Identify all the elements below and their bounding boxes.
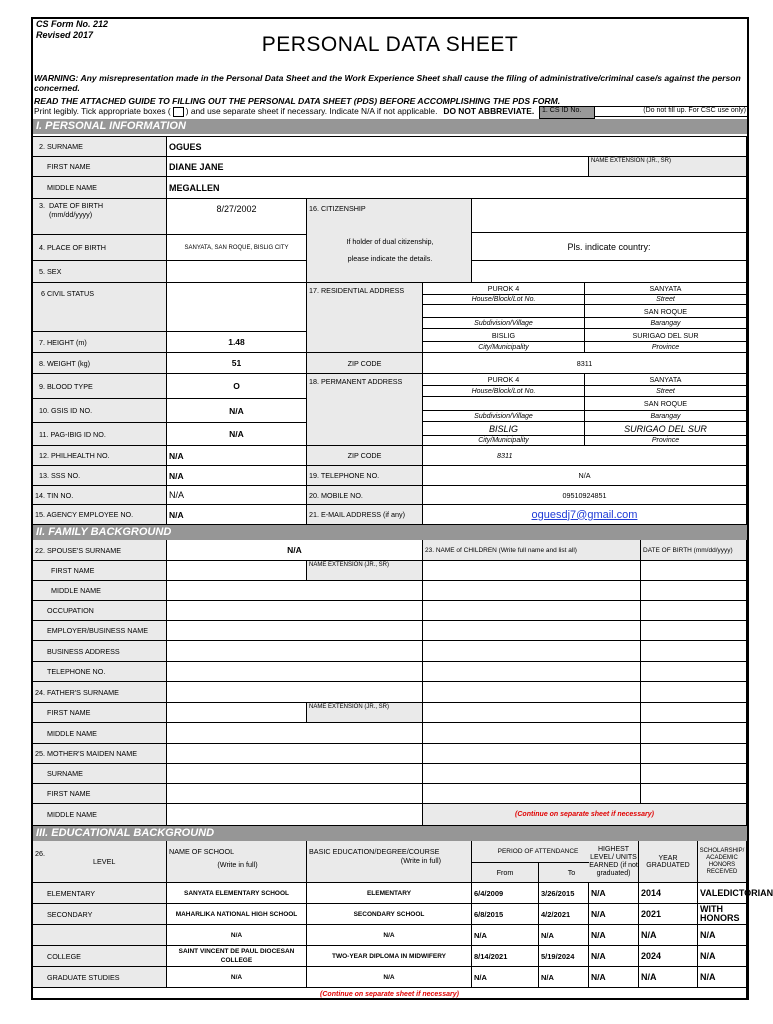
child-name-field[interactable]	[423, 723, 641, 744]
family-row-field[interactable]	[167, 561, 307, 581]
child-dob-field[interactable]	[641, 784, 747, 804]
family-row-field[interactable]	[167, 581, 423, 601]
res-city-field[interactable]: BISLIG	[423, 329, 585, 342]
child-dob-field[interactable]	[641, 703, 747, 723]
edu-to-cell[interactable]: 4/2/2021	[539, 904, 589, 925]
family-row-field[interactable]	[167, 621, 423, 641]
edu-course-header	[307, 841, 472, 883]
tick-box-sample	[173, 107, 184, 117]
tin-label: 14. TIN NO.	[33, 486, 167, 505]
subdivision-caption: Subdivision/Village	[423, 318, 585, 329]
dob-number: 3.	[39, 201, 45, 210]
place-of-birth-label: 4. PLACE OF BIRTH	[33, 235, 167, 261]
child-dob-field[interactable]	[641, 561, 747, 581]
agency-employee-label: 15. AGENCY EMPLOYEE NO.	[33, 505, 167, 525]
child-dob-field[interactable]	[641, 682, 747, 703]
family-row-label: EMPLOYER/BUSINESS NAME	[33, 621, 167, 641]
residential-address-label: 17. RESIDENTIAL ADDRESS	[307, 283, 423, 353]
print-text-a: Print legibly. Tick appropriate boxes (	[34, 106, 171, 116]
child-name-field[interactable]	[423, 744, 641, 764]
child-dob-field[interactable]	[641, 601, 747, 621]
child-name-field[interactable]	[423, 621, 641, 641]
edu-school-cell[interactable]: SANYATA ELEMENTARY SCHOOL	[167, 883, 307, 904]
perm-barangay-field[interactable]: SAN ROQUE	[585, 397, 747, 411]
citizenship-label-text: 16. CITIZENSHIP	[309, 204, 366, 213]
child-name-field[interactable]	[423, 703, 641, 723]
citizenship-field[interactable]	[472, 199, 747, 233]
blood-type-label: 9. BLOOD TYPE	[33, 374, 167, 399]
edu-units-cell[interactable]: N/A	[589, 904, 639, 925]
family-row-label: MIDDLE NAME	[33, 723, 167, 744]
citizenship-label	[307, 199, 472, 283]
edu-highest-label: HIGHEST LEVEL/ UNITS EARNED (if not graduated)	[589, 841, 639, 883]
family-row-field[interactable]	[167, 764, 423, 784]
house-caption: House/Block/Lot No.	[423, 295, 585, 305]
edu-school-cell[interactable]: N/A	[167, 967, 307, 988]
section-family-background: II. FAMILY BACKGROUND	[33, 525, 747, 540]
cs-id-field: (Do not fill up. For CSC use only)	[594, 106, 749, 117]
family-continue-note: (Continue on separate sheet if necessary)	[423, 804, 747, 826]
child-name-field[interactable]	[423, 764, 641, 784]
edu-honors-cell[interactable]: VALEDICTORIAN	[698, 883, 747, 904]
res-province-field[interactable]: SURIGAO DEL SUR	[585, 329, 747, 342]
gsis-field[interactable]: N/A	[167, 399, 307, 423]
children-label: 23. NAME of CHILDREN (Write full name and list all)	[423, 540, 641, 561]
children-dob-label: DATE OF BIRTH (mm/dd/yyyy)	[641, 540, 747, 561]
edu-level-label: LEVEL	[93, 857, 116, 866]
family-row-label: SURNAME	[33, 764, 167, 784]
family-row-label: FIRST NAME	[33, 703, 167, 723]
height-field[interactable]: 1.48	[167, 332, 307, 353]
dual-country-label: Pls. indicate country:	[472, 233, 747, 261]
edu-level-cell: ELEMENTARY	[33, 883, 167, 904]
edu-continue-note: (Continue on separate sheet if necessary)	[33, 988, 747, 1000]
perm-subdivision-field[interactable]	[423, 397, 585, 411]
dual-country-field[interactable]	[472, 261, 747, 283]
perm-street-field[interactable]: SANYATA	[585, 374, 747, 386]
section-educational-background: III. EDUCATIONAL BACKGROUND	[33, 826, 747, 841]
child-dob-field[interactable]	[641, 764, 747, 784]
edu-level-cell	[33, 925, 167, 946]
mobile-label: 20. MOBILE NO.	[307, 486, 423, 505]
edu-units-cell[interactable]: N/A	[589, 883, 639, 904]
edu-school-sub: (Write in full)	[217, 860, 258, 869]
edu-school-cell[interactable]: SAINT VINCENT DE PAUL DIOCESAN COLLEGE	[167, 946, 307, 967]
perm-province-field[interactable]: SURIGAO DEL SUR	[585, 422, 747, 436]
pagibig-field[interactable]: N/A	[167, 423, 307, 446]
family-row-label: FIRST NAME	[33, 561, 167, 581]
family-row-label: OCCUPATION	[33, 601, 167, 621]
sss-field[interactable]: N/A	[167, 466, 307, 486]
res-subdivision-field[interactable]	[423, 305, 585, 318]
pagibig-label: 11. PAG-IBIG ID NO.	[33, 423, 167, 446]
child-name-field[interactable]	[423, 662, 641, 682]
edu-course-sub: (Write in full)	[400, 856, 441, 865]
perm-barangay-caption: Barangay	[585, 411, 747, 422]
edu-units-cell[interactable]: N/A	[589, 925, 639, 946]
family-name-extension[interactable]: NAME EXTENSION (JR., SR)	[307, 703, 423, 723]
cs-id-label: 1. CS ID No.	[539, 106, 595, 119]
family-row-label: MIDDLE NAME	[33, 804, 167, 826]
edu-units-cell[interactable]: N/A	[589, 946, 639, 967]
civil-status-field[interactable]	[167, 283, 307, 332]
edu-units-cell[interactable]: N/A	[589, 967, 639, 988]
edu-year-cell[interactable]: N/A	[639, 967, 698, 988]
first-name-label: FIRST NAME	[33, 157, 167, 177]
edu-year-cell[interactable]: 2014	[639, 883, 698, 904]
gsis-label: 10. GSIS ID NO.	[33, 399, 167, 423]
family-row-field[interactable]	[167, 641, 423, 662]
name-extension-field[interactable]: NAME EXTENSION (JR., SR)	[589, 157, 747, 177]
edu-course-cell[interactable]: ELEMENTARY	[307, 883, 472, 904]
edu-honors-label: SCHOLARSHIP/ ACADEMIC HONORS RECEIVED	[698, 841, 747, 883]
family-row-label: 25. MOTHER'S MAIDEN NAME	[33, 744, 167, 764]
edu-honors-cell[interactable]: WITH HONORS	[698, 904, 747, 925]
edu-level-header	[33, 841, 167, 883]
email-label: 21. E-MAIL ADDRESS (if any)	[307, 505, 423, 525]
edu-to-cell[interactable]: N/A	[539, 925, 589, 946]
family-row-label: 24. FATHER'S SURNAME	[33, 682, 167, 703]
perm-house-field[interactable]: PUROK 4	[423, 374, 585, 386]
child-dob-field[interactable]	[641, 621, 747, 641]
email-link[interactable]: oguesdj7@gmail.com	[531, 508, 638, 521]
form-number: CS Form No. 212	[36, 19, 109, 29]
edu-honors-cell[interactable]: N/A	[698, 946, 747, 967]
perm-city-field[interactable]: BISLIG	[423, 422, 585, 436]
print-instructions	[34, 106, 534, 117]
res-street-field[interactable]: SANYATA	[585, 283, 747, 295]
philhealth-label: 12. PHILHEALTH NO.	[33, 446, 167, 466]
edu-school-cell[interactable]: N/A	[167, 925, 307, 946]
family-row-field[interactable]	[167, 723, 423, 744]
res-zip-label: ZIP CODE	[307, 353, 423, 374]
family-row-label: TELEPHONE NO.	[33, 662, 167, 682]
perm-house-caption: House/Block/Lot No.	[423, 386, 585, 397]
perm-street-caption: Street	[585, 386, 747, 397]
family-name-extension[interactable]: NAME EXTENSION (JR., SR)	[307, 561, 423, 581]
sss-label: 13. SSS NO.	[33, 466, 167, 486]
res-house-field[interactable]: PUROK 4	[423, 283, 585, 295]
permanent-address-label: 18. PERMANENT ADDRESS	[307, 374, 423, 446]
edu-level-cell: COLLEGE	[33, 946, 167, 967]
family-row-field[interactable]	[167, 744, 423, 764]
page-title: PERSONAL DATA SHEET	[261, 33, 519, 56]
edu-level-cell: GRADUATE STUDIES	[33, 967, 167, 988]
child-dob-field[interactable]	[641, 641, 747, 662]
perm-city-caption: City/Municipality	[423, 436, 585, 446]
edu-level-cell: SECONDARY	[33, 904, 167, 925]
middle-name-field[interactable]: MEGALLEN	[167, 177, 747, 199]
edu-from-cell[interactable]: 6/4/2009	[472, 883, 539, 904]
weight-field[interactable]: 51	[167, 353, 307, 374]
family-row-label: MIDDLE NAME	[33, 581, 167, 601]
child-name-field[interactable]	[423, 561, 641, 581]
edu-course-cell[interactable]: N/A	[307, 967, 472, 988]
sex-label: 5. SEX	[33, 261, 167, 283]
edu-course-cell[interactable]: N/A	[307, 925, 472, 946]
spouse-surname-label: 22. SPOUSE'S SURNAME	[33, 540, 167, 561]
child-dob-field[interactable]	[641, 744, 747, 764]
height-label: 7. HEIGHT (m)	[33, 332, 167, 353]
perm-zip-field[interactable]: 8311	[423, 446, 747, 466]
edu-year-cell[interactable]: 2021	[639, 904, 698, 925]
edu-course-cell[interactable]: SECONDARY SCHOOL	[307, 904, 472, 925]
family-row-field[interactable]	[167, 703, 307, 723]
civil-status-label: 6 CIVIL STATUS	[33, 283, 167, 332]
child-name-field[interactable]	[423, 784, 641, 804]
perm-province-caption: Province	[585, 436, 747, 446]
street-caption: Street	[585, 295, 747, 305]
tin-field[interactable]: N/A	[167, 486, 307, 505]
province-caption: Province	[585, 342, 747, 353]
edu-honors-cell[interactable]: N/A	[698, 925, 747, 946]
child-name-field[interactable]	[423, 601, 641, 621]
perm-subdivision-caption: Subdivision/Village	[423, 411, 585, 422]
edu-honors-cell[interactable]: N/A	[698, 967, 747, 988]
philhealth-field[interactable]: N/A	[167, 446, 307, 466]
child-name-field[interactable]	[423, 641, 641, 662]
edu-to-cell[interactable]: 3/26/2015	[539, 883, 589, 904]
edu-to-label: To	[539, 863, 605, 883]
res-barangay-field[interactable]: SAN ROQUE	[585, 305, 747, 318]
edu-school-header	[167, 841, 307, 883]
warning-text: WARNING: Any misrepresentation made in the Personal Data Sheet and the Work Experience Sheet shall cause the filing of administrative/criminal case/s against the person concerned.	[34, 73, 741, 93]
surname-field[interactable]: OGUES	[167, 136, 747, 157]
agency-employee-field[interactable]: N/A	[167, 505, 307, 525]
edu-school-label: NAME OF SCHOOL	[169, 847, 235, 856]
dual-citizenship-note-a: If holder of dual citizenship,	[346, 237, 434, 246]
edu-from-cell[interactable]: 8/14/2021	[472, 946, 539, 967]
edu-year-cell[interactable]: N/A	[639, 925, 698, 946]
weight-label: 8. WEIGHT (kg)	[33, 353, 167, 374]
edu-to-cell[interactable]: N/A	[539, 967, 589, 988]
family-row-label: FIRST NAME	[33, 784, 167, 804]
family-row-field[interactable]	[167, 601, 423, 621]
edu-num: 26.	[35, 849, 45, 858]
first-name-field[interactable]: DIANE JANE	[167, 157, 589, 177]
edu-from-cell[interactable]: N/A	[472, 925, 539, 946]
edu-from-cell[interactable]: 6/8/2015	[472, 904, 539, 925]
blood-type-field[interactable]: O	[167, 374, 307, 399]
edu-year-label: YEAR GRADUATED	[639, 841, 698, 883]
edu-from-label: From	[472, 863, 539, 883]
middle-name-label: MIDDLE NAME	[33, 177, 167, 199]
edu-course-label: BASIC EDUCATION/DEGREE/COURSE	[309, 847, 440, 856]
edu-from-cell[interactable]: N/A	[472, 967, 539, 988]
family-row-label: BUSINESS ADDRESS	[33, 641, 167, 662]
edu-course-cell[interactable]: TWO-YEAR DIPLOMA IN MIDWIFERY	[307, 946, 472, 967]
child-name-field[interactable]	[423, 581, 641, 601]
family-row-field[interactable]	[167, 662, 423, 682]
surname-label: 2. SURNAME	[33, 136, 167, 157]
edu-school-cell[interactable]: MAHARLIKA NATIONAL HIGH SCHOOL	[167, 904, 307, 925]
child-dob-field[interactable]	[641, 662, 747, 682]
child-dob-field[interactable]	[641, 581, 747, 601]
place-of-birth-field[interactable]: SANYATA, SAN ROQUE, BISLIG CITY	[167, 235, 307, 261]
dob-label-text: DATE OF BIRTH (mm/dd/yyyy)	[49, 201, 104, 219]
city-caption: City/Municipality	[423, 342, 585, 353]
telephone-label: 19. TELEPHONE NO.	[307, 466, 423, 486]
edu-to-cell[interactable]: 5/19/2024	[539, 946, 589, 967]
family-row-field[interactable]	[167, 682, 423, 703]
form-revision: Revised 2017	[36, 30, 94, 40]
mobile-field[interactable]: 09510924851	[423, 486, 747, 505]
pds-form	[31, 17, 773, 1000]
telephone-field[interactable]: N/A	[423, 466, 747, 486]
dob-field[interactable]: 8/27/2002	[167, 199, 307, 235]
edu-year-cell[interactable]: 2024	[639, 946, 698, 967]
family-row-field[interactable]	[167, 784, 423, 804]
edu-period-label: PERIOD OF ATTENDANCE	[472, 841, 605, 863]
print-text-b: ) and use separate sheet if necessary. Indicate N/A if not applicable.	[185, 106, 438, 116]
email-field[interactable]	[423, 505, 747, 525]
res-zip-field[interactable]: 8311	[423, 353, 747, 374]
section-personal-information: I. PERSONAL INFORMATION	[33, 119, 747, 134]
do-not-abbreviate: DO NOT ABBREVIATE.	[443, 106, 535, 116]
family-row-field[interactable]	[167, 804, 423, 826]
dob-label	[33, 199, 167, 235]
child-name-field[interactable]	[423, 682, 641, 703]
perm-zip-label: ZIP CODE	[307, 446, 423, 466]
sex-field[interactable]	[167, 261, 307, 283]
guide-text: READ THE ATTACHED GUIDE TO FILLING OUT THE PERSONAL DATA SHEET (PDS) BEFORE ACCOMPLISHING THE PDS FORM.	[34, 96, 561, 106]
dual-citizenship-note-b: please indicate the details.	[347, 254, 433, 263]
spouse-surname-field[interactable]: N/A	[167, 540, 423, 561]
barangay-caption: Barangay	[585, 318, 747, 329]
child-dob-field[interactable]	[641, 723, 747, 744]
